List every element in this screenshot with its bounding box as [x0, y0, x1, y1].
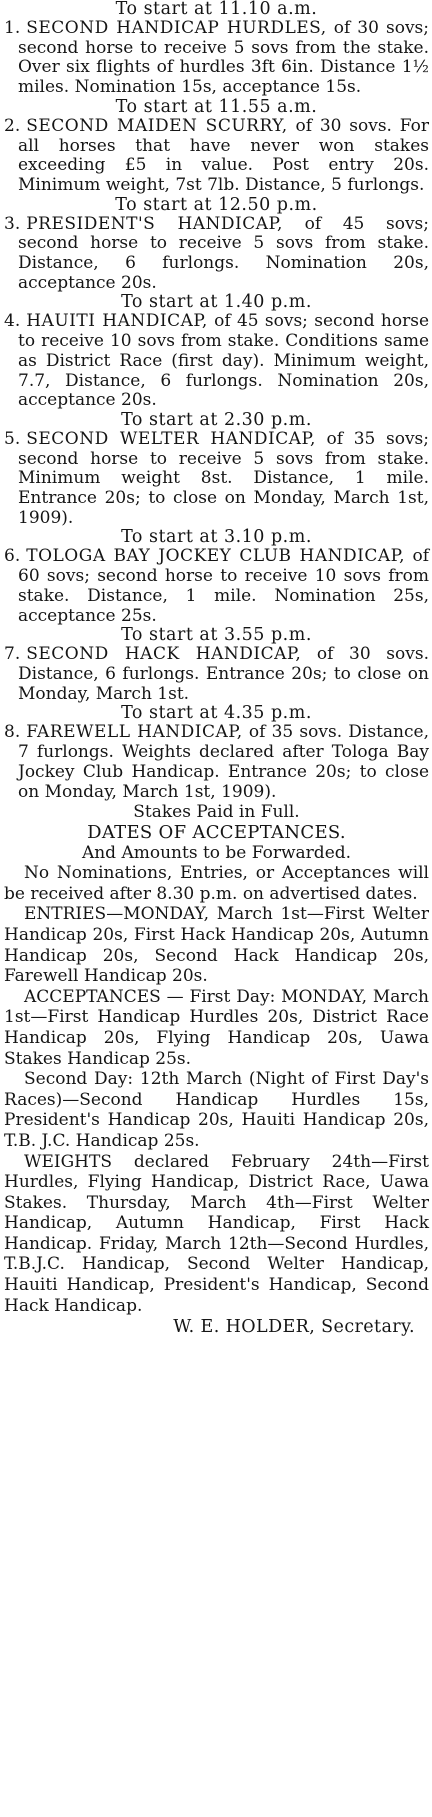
race-entry-2 [4, 98, 429, 196]
race-number: 7. [4, 644, 21, 665]
acceptances-subheading: And Amounts to be Forwarded. [81, 843, 352, 864]
race-entry-7 [4, 626, 429, 704]
weights-paragraph: WEIGHTS declared February 24th—First Hurdles, Flying Handicap, District Race, Uawa Stakes. Thursday, March 4th—First Welter Handicap, Autumn Handicap, First Hack Handicap. Friday, March 12th—Second Hurdles, T.B.J.C. Handicap, Second Welter Handicap, Hauiti Handicap, President's Handicap, Second Hack Handicap. [4, 1151, 429, 1316]
race-start-time: To start at 2.30 p.m. [121, 409, 312, 430]
race-description [4, 645, 429, 704]
race-number: 4. [4, 311, 21, 332]
race-title: SECOND HACK HANDICAP, [26, 644, 302, 665]
race-description [4, 19, 429, 98]
first-day-acceptances: ACCEPTANCES — First Day: MONDAY, March 1st—First Handicap Hurdles 20s, District Race Handicap 20s, Flying Handicap 20s, Uawa Stakes Handicap 25s. [4, 986, 429, 1069]
race-start-time: To start at 12.50 p.m. [115, 194, 318, 215]
race-number: 6. [4, 546, 21, 567]
race-title: SECOND MAIDEN SCURRY, [26, 115, 288, 136]
race-number: 5. [4, 428, 21, 449]
race-title: SECOND WELTER HANDICAP, [26, 428, 316, 449]
race-conditions: of 35 sovs. Distance, 7 furlongs. Weights declared after Tologa Bay Jockey Club Handicap. Entrance 20s; to close on Monday, March 1st, 1909). [18, 722, 429, 802]
secretary-signature: W. E. HOLDER, Secretary. [173, 1317, 415, 1338]
stakes-note: Stakes Paid in Full. [133, 802, 300, 823]
race-conditions: of 35 sovs; second horse to receive 5 sovs from stake. Minimum weight 8st. Distance, 1 mile. Entrance 20s; to close on Monday, March 1st, 1909). [18, 428, 429, 528]
race-number: 1. [4, 18, 21, 38]
race-description [4, 117, 429, 196]
acceptances-section [4, 822, 429, 1316]
race-title: TOLOGA BAY JOCKEY CLUB HANDICAP, [26, 546, 406, 567]
programme-column [4, 0, 429, 1338]
race-title: FAREWELL HANDICAP, [26, 722, 243, 743]
acceptances-heading: DATES OF ACCEPTANCES. [87, 822, 346, 844]
acceptances-notice: No Nominations, Entries, or Acceptances will be received after 8.30 p.m. on advertised dates. [4, 863, 429, 904]
race-description [4, 312, 429, 411]
race-conditions: of 30 sovs. Distance, 6 furlongs. Entrance 20s; to close on Monday, March 1st. [18, 644, 429, 704]
race-number: 2. [4, 115, 21, 136]
race-conditions: of 45 sovs; second horse to receive 5 sovs from stake. Distance, 6 furlongs. Nomination 20s, acceptance 20s. [18, 213, 429, 293]
race-entry-1 [4, 0, 429, 98]
second-day-acceptances: Second Day: 12th March (Night of First Day's Races)—Second Handicap Hurdles 15s, President's Handicap 20s, Hauiti Handicap 20s, T.B. J.C. Handicap 25s. [4, 1069, 429, 1151]
race-conditions: of 60 sovs; second horse to receive 10 sovs from stake. Distance, 1 mile. Nomination 25s, acceptance 25s. [18, 546, 430, 626]
race-description [4, 430, 429, 529]
race-entry-3 [4, 196, 429, 294]
race-conditions: of 45 sovs; second horse to receive 10 sovs from stake. Conditions same as District Race (first day). Minimum weight, 7.7, Distance, 6 furlongs. Nomination 20s, acceptance 20s. [18, 311, 430, 411]
race-entry-5 [4, 411, 429, 529]
race-title: PRESIDENT'S HANDICAP, [26, 213, 283, 234]
race-start-time: To start at 4.35 p.m. [121, 703, 312, 724]
race-conditions: of 30 sovs. For all horses that have never won stakes exceeding £5 in value. Post entry 20s. Minimum weight, 7st 7lb. Distance, 5 furlongs. [18, 115, 429, 195]
race-title: HAUITI HANDICAP, [26, 311, 208, 332]
race-start-time: To start at 11.55 a.m. [115, 96, 318, 117]
entries-paragraph: ENTRIES—MONDAY, March 1st—First Welter Handicap 20s, First Hack Handicap 20s, Autumn Handicap 20s, Second Hack Handicap 20s, Farewell Handicap 20s. [4, 904, 429, 987]
race-start-time: To start at 11.10 a.m. [115, 0, 318, 19]
race-number: 8. [4, 722, 21, 743]
race-description [4, 723, 429, 802]
race-number: 3. [4, 213, 21, 234]
race-entry-8 [4, 704, 429, 802]
race-start-time: To start at 3.10 p.m. [121, 527, 312, 548]
race-description [4, 547, 429, 626]
race-title: SECOND HANDICAP HURDLES, [26, 18, 327, 38]
race-description [4, 215, 429, 294]
race-start-time: To start at 3.55 p.m. [121, 625, 312, 646]
race-entry-6 [4, 528, 429, 626]
race-conditions: of 30 sovs; second horse to receive 5 sovs from the stake. Over six flights of hurdles 3ft 6in. Distance 1½ miles. Nomination 15s, acceptance 15s. [18, 18, 429, 98]
race-start-time: To start at 1.40 p.m. [121, 292, 312, 313]
race-entry-4 [4, 293, 429, 411]
